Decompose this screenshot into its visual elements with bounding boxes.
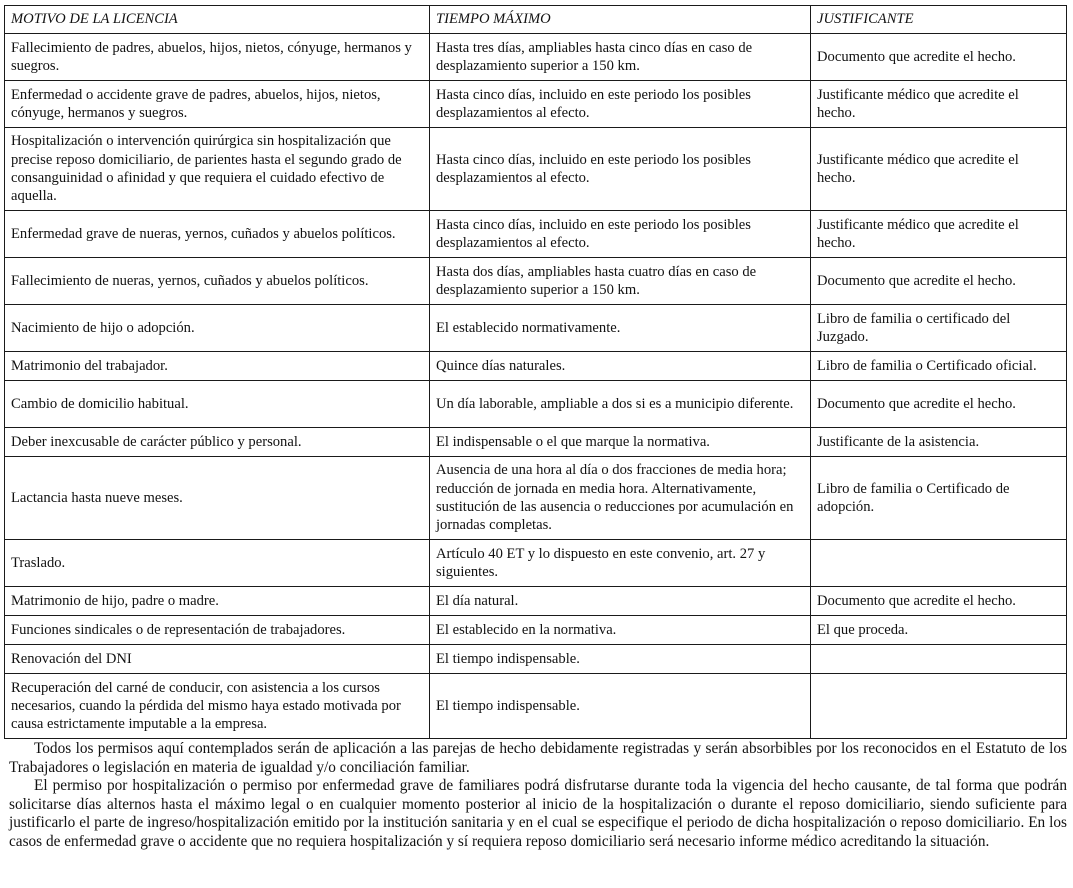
table-row	[5, 645, 1067, 674]
cell-justificante	[811, 645, 1067, 674]
header-motivo: MOTIVO DE LA LICENCIA	[5, 6, 430, 34]
cell-justificante: Documento que acredite el hecho.	[811, 258, 1067, 305]
table-body	[5, 34, 1067, 739]
cell-motivo: Recuperación del carné de conducir, con asistencia a los cursos necesarios, cuando la pérdida del mismo haya estado motivada por causa estrictamente imputable a la empresa.	[5, 674, 430, 739]
cell-motivo: Fallecimiento de nueras, yernos, cuñados y abuelos políticos.	[5, 258, 430, 305]
cell-tiempo: Hasta cinco días, incluido en este periodo los posibles desplazamientos al efecto.	[430, 81, 811, 128]
header-tiempo: TIEMPO MÁXIMO	[430, 6, 811, 34]
note-paragraph: Todos los permisos aquí contemplados serán de aplicación a las parejas de hecho debidamente registradas y serán absorbibles por los reconocidos en el Estatuto de los Trabajadores o legislación en materia de igualdad y/o conciliación familiar.	[9, 740, 1067, 776]
cell-justificante: Documento que acredite el hecho.	[811, 587, 1067, 616]
cell-justificante	[811, 540, 1067, 587]
cell-tiempo: Hasta cinco días, incluido en este periodo los posibles desplazamientos al efecto.	[430, 211, 811, 258]
cell-motivo: Enfermedad grave de nueras, yernos, cuñados y abuelos políticos.	[5, 211, 430, 258]
table-row	[5, 34, 1067, 81]
cell-justificante: El que proceda.	[811, 616, 1067, 645]
cell-tiempo: Artículo 40 ET y lo dispuesto en este convenio, art. 27 y siguientes.	[430, 540, 811, 587]
cell-tiempo: El día natural.	[430, 587, 811, 616]
table-row	[5, 540, 1067, 587]
cell-motivo: Lactancia hasta nueve meses.	[5, 457, 430, 540]
cell-tiempo: El tiempo indispensable.	[430, 674, 811, 739]
table-row	[5, 381, 1067, 428]
cell-tiempo: El tiempo indispensable.	[430, 645, 811, 674]
table-row	[5, 428, 1067, 457]
cell-tiempo: Hasta cinco días, incluido en este periodo los posibles desplazamientos al efecto.	[430, 128, 811, 211]
cell-justificante: Justificante médico que acredite el hecho.	[811, 81, 1067, 128]
cell-motivo: Traslado.	[5, 540, 430, 587]
cell-motivo: Enfermedad o accidente grave de padres, abuelos, hijos, nietos, cónyuge, hermanos y suegros.	[5, 81, 430, 128]
cell-justificante: Justificante médico que acredite el hecho.	[811, 211, 1067, 258]
cell-motivo: Deber inexcusable de carácter público y personal.	[5, 428, 430, 457]
cell-motivo: Cambio de domicilio habitual.	[5, 381, 430, 428]
cell-justificante: Libro de familia o Certificado de adopción.	[811, 457, 1067, 540]
cell-motivo: Funciones sindicales o de representación de trabajadores.	[5, 616, 430, 645]
table-row	[5, 258, 1067, 305]
cell-justificante: Documento que acredite el hecho.	[811, 34, 1067, 81]
cell-tiempo: Hasta tres días, ampliables hasta cinco días en caso de desplazamiento superior a 150 km.	[430, 34, 811, 81]
table-row	[5, 211, 1067, 258]
cell-justificante: Justificante médico que acredite el hecho.	[811, 128, 1067, 211]
table-row	[5, 81, 1067, 128]
cell-tiempo: Quince días naturales.	[430, 352, 811, 381]
header-justificante: JUSTIFICANTE	[811, 6, 1067, 34]
cell-tiempo: Un día laborable, ampliable a dos si es a municipio diferente.	[430, 381, 811, 428]
cell-justificante: Documento que acredite el hecho.	[811, 381, 1067, 428]
cell-justificante: Justificante de la asistencia.	[811, 428, 1067, 457]
cell-tiempo: El indispensable o el que marque la normativa.	[430, 428, 811, 457]
cell-tiempo: El establecido en la normativa.	[430, 616, 811, 645]
cell-tiempo: El establecido normativamente.	[430, 305, 811, 352]
table-row	[5, 616, 1067, 645]
notes-section	[9, 740, 1067, 852]
cell-motivo: Nacimiento de hijo o adopción.	[5, 305, 430, 352]
cell-motivo: Renovación del DNI	[5, 645, 430, 674]
table-row	[5, 305, 1067, 352]
table-row	[5, 457, 1067, 540]
table-row	[5, 352, 1067, 381]
permits-table	[4, 5, 1067, 739]
cell-motivo: Fallecimiento de padres, abuelos, hijos, nietos, cónyuge, hermanos y suegros.	[5, 34, 430, 81]
table-row	[5, 587, 1067, 616]
cell-motivo: Matrimonio de hijo, padre o madre.	[5, 587, 430, 616]
cell-justificante	[811, 674, 1067, 739]
cell-justificante: Libro de familia o Certificado oficial.	[811, 352, 1067, 381]
cell-justificante: Libro de familia o certificado del Juzgado.	[811, 305, 1067, 352]
table-row	[5, 128, 1067, 211]
table-header-row	[5, 6, 1067, 34]
cell-motivo: Matrimonio del trabajador.	[5, 352, 430, 381]
cell-motivo: Hospitalización o intervención quirúrgica sin hospitalización que precise reposo domiciliario, de parientes hasta el segundo grado de consanguinidad o afinidad y que requiera el cuidado efectivo de aquella.	[5, 128, 430, 211]
cell-tiempo: Ausencia de una hora al día o dos fracciones de media hora; reducción de jornada en media hora. Alternativamente, sustitución de las ausencia o reducciones por acumulación en jornadas completas.	[430, 457, 811, 540]
table-row	[5, 674, 1067, 739]
note-paragraph: El permiso por hospitalización o permiso por enfermedad grave de familiares podrá disfrutarse durante toda la vigencia del hecho causante, de tal forma que podrán solicitarse días alternos hasta el máximo legal o en cualquier momento posterior al inicio de la hospitalización o durante el reposo domiciliario, siendo suficiente para justificarlo el parte de ingreso/hospitalización emitido por la institución sanitaria y en el cual se especifique el periodo de dicha hospitalización o reposo domiciliario. En los casos de enfermedad grave o accidente que no requiera hospitalización y sí requiera reposo domiciliario será necesario informe médico acreditando la situación.	[9, 777, 1067, 850]
cell-tiempo: Hasta dos días, ampliables hasta cuatro días en caso de desplazamiento superior a 150 km.	[430, 258, 811, 305]
